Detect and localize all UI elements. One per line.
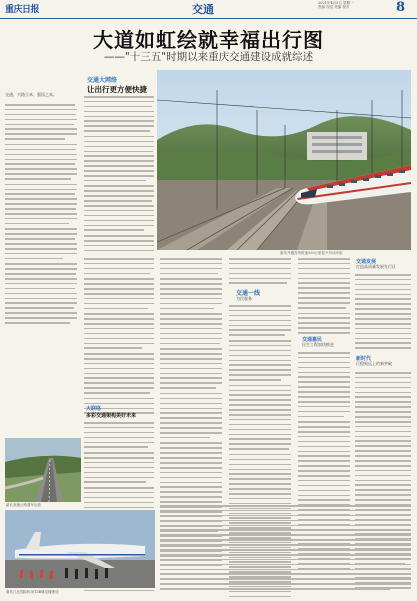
column4-upper-text	[229, 258, 291, 287]
airport-photo	[5, 510, 155, 588]
section6-sub: 行稳致远上的新突破	[356, 361, 392, 366]
section5-kicker: 交通发展	[356, 259, 377, 265]
issue-date-text: 2021年4月5日 星期一	[318, 1, 354, 5]
section6-kicker: 新时代	[356, 356, 372, 362]
column2-lower-text	[84, 258, 154, 417]
bottom-text	[160, 505, 411, 593]
column6-upper-text	[355, 274, 411, 352]
section3-sub: 为民服务	[236, 296, 252, 301]
left-intro-kicker: 交通、兴路立本、强国之本。	[5, 92, 57, 97]
section2-kicker: 大联络	[86, 406, 102, 412]
issue-date	[318, 1, 388, 9]
article-subtitle: ——"十三五"时期以来重庆交通建设成就综述	[103, 51, 314, 63]
left-column-text	[5, 104, 77, 327]
section5-sub: 打造高质量发展先行区	[356, 264, 396, 269]
section4-kicker: 交通惠民	[302, 337, 323, 343]
highway-photo	[5, 438, 81, 502]
column2-upper-text	[84, 96, 154, 255]
newspaper-logo: 重庆日报	[5, 5, 40, 15]
airport-photo-caption: 重庆江北国际机场T3B航站楼建设	[6, 590, 59, 594]
section2-heading: 多彩交通架构美好未来	[86, 413, 137, 419]
train-photo	[157, 70, 411, 250]
article-title: 大道如虹绘就幸福出行图	[93, 28, 324, 52]
masthead	[0, 0, 417, 19]
section1-kicker: 交通大网络	[87, 77, 118, 84]
section3-heading: 交通一线	[236, 290, 261, 297]
section1-heading: 让出行更方便快捷	[87, 85, 147, 94]
column5-upper-text	[298, 258, 350, 337]
highway-photo-caption: 渝长高速公路通车运营	[6, 503, 41, 507]
page-number: 8	[396, 0, 406, 15]
section-name: 交通	[192, 3, 214, 16]
train-photo-caption: 重庆开通首列时速350公里复兴号动车组	[280, 251, 343, 255]
editor-meta: 责编 视觉 美编 校对	[318, 5, 350, 9]
section4-sub: 民生工程加快推进	[302, 342, 334, 347]
